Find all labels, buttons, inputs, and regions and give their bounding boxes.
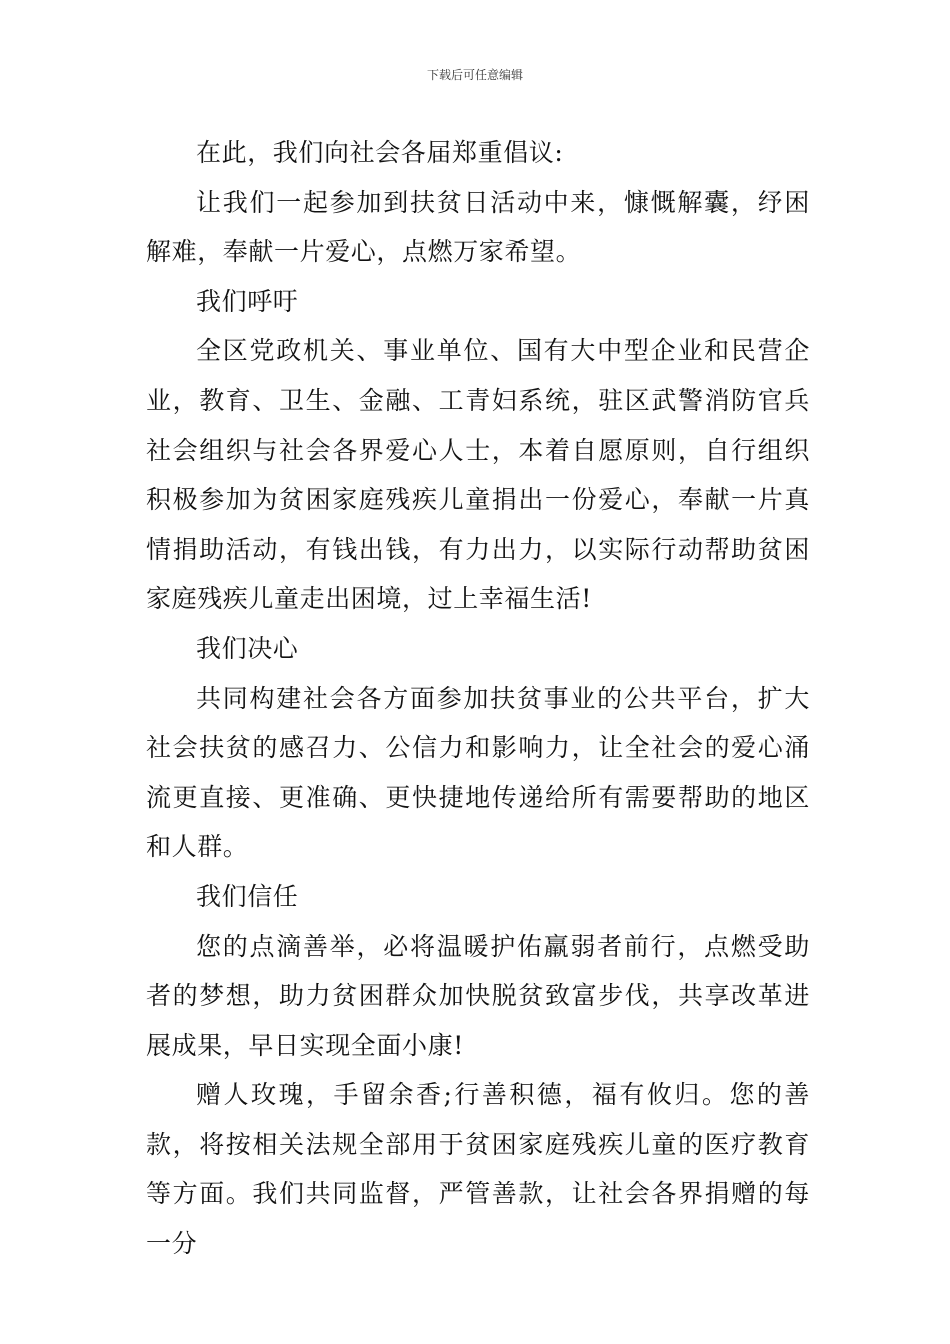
- paragraph-proposal-intro: 在此，我们向社会各届郑重倡议:: [196, 138, 564, 167]
- page-header-note: 下载后可任意编辑: [426, 68, 523, 82]
- paragraph-appeal: 全区党政机关、事业单位、国有大中型企业和民营企业，教育、卫生、金融、工青妇系统，驻区武警消防官兵社会组织与社会各界爱心人士，本着自愿原则，自行组织积极参加为贫困家庭残疾儿童捐出一份爱心，奉献一片真情捐助活动，有钱出钱，有力出力，以实际行动帮助贫困家庭残疾儿童走出困境，过上幸福生活!: [146, 336, 810, 614]
- paragraph-donation: 赠人玫瑰，手留余香;行善积德，福有攸归。您的善款，将按相关法规全部用于贫困家庭残疾儿童的医疗教育等方面。我们共同监督，严管善款，让社会各界捐赠的每一分: [146, 1080, 810, 1259]
- paragraph-resolve: 共同构建社会各方面参加扶贫事业的公共平台，扩大社会扶贫的感召力、公信力和影响力，让全社会的爱心涌流更直接、更准确、更快捷地传递给所有需要帮助的地区和人群。: [146, 683, 810, 862]
- document-body: [146, 128, 810, 1269]
- paragraph-invitation: 让我们一起参加到扶贫日活动中来，慷慨解囊，纾困解难，奉献一片爱心，点燃万家希望。: [146, 187, 810, 267]
- section-heading-appeal: 我们呼吁: [196, 286, 299, 316]
- section-heading-trust: 我们信任: [196, 881, 299, 911]
- paragraph-trust: 您的点滴善举，必将温暖护佑羸弱者前行，点燃受助者的梦想，助力贫困群众加快脱贫致富步伐，共享改革进展成果，早日实现全面小康!: [146, 931, 810, 1060]
- section-heading-resolve: 我们决心: [196, 633, 299, 663]
